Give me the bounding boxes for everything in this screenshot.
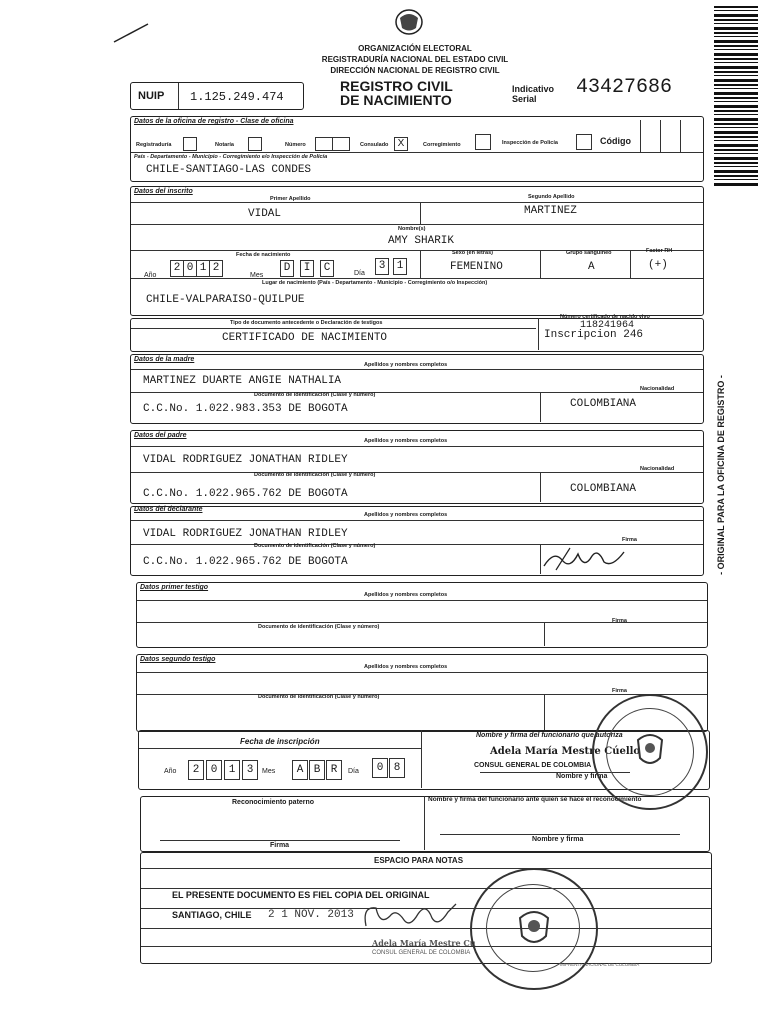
funcionario-label: Nombre y firma del funcionario que autoriza <box>476 732 623 739</box>
fecha-nacimiento-label: Fecha de nacimiento <box>236 252 291 258</box>
inscripcion-mes-char: R <box>326 760 342 780</box>
declarante-firma-label: Firma <box>622 537 637 543</box>
lugar-nacimiento-label: Lugar de nacimiento (País - Departamento - Municipio - Corregimiento o/o Inspección) <box>262 280 488 286</box>
inscripcion-dia-digit: 8 <box>389 758 405 778</box>
inscripcion-dia-digit: 0 <box>372 758 388 778</box>
anio-digit: 2 <box>209 260 223 277</box>
testigo1-nombres-label: Apellidos y nombres completos <box>364 592 448 598</box>
padre-nac-value: COLOMBIANA <box>570 483 637 495</box>
notas-label: ESPACIO PARA NOTAS <box>374 856 464 865</box>
inscripcion-mes-label: Mes <box>262 768 276 775</box>
declarante-section-title: Datos del declarante <box>134 506 203 513</box>
consulado-mark: X <box>397 138 405 149</box>
inscripcion-dia-label: Día <box>348 768 359 775</box>
testigo2-doc-label: Documento de identificación (Clase y número) <box>258 694 380 700</box>
anio-digit: 1 <box>196 260 210 277</box>
anio-label: Año <box>144 272 157 279</box>
notaria-label: Notaría <box>215 142 234 148</box>
numero-box[interactable] <box>315 137 333 151</box>
inscripcion-anio-digit: 3 <box>242 760 258 780</box>
testigo2-nombres-label: Apellidos y nombres completos <box>364 664 448 670</box>
primer-apellido-value: VIDAL <box>248 208 282 220</box>
inscripcion-mes-char: B <box>309 760 325 780</box>
serial-number: 43427686 <box>576 76 673 99</box>
madre-nac-value: COLOMBIANA <box>570 398 637 410</box>
notas-line2: SANTIAGO, CHILE <box>172 910 252 920</box>
lugar-nacimiento-value: CHILE-VALPARAISO-QUILPUE <box>146 294 305 306</box>
dia-digit: 1 <box>393 258 407 275</box>
codigo-label: Código <box>600 136 631 146</box>
dia-digit: 3 <box>375 258 389 275</box>
indicativo-label: Indicativo <box>512 84 555 94</box>
inscripcion-anio-label: Año <box>164 768 177 775</box>
nuip-value: 1.125.249.474 <box>190 90 284 104</box>
segundo-apellido-label: Segundo Apellido <box>528 194 575 200</box>
padre-nombres-label: Apellidos y nombres completos <box>364 438 448 444</box>
barcode <box>714 6 758 186</box>
padre-doc-label: Documento de identificación (Clase y número) <box>254 472 376 478</box>
funcionario-name: Adela María Mestre Cúello <box>490 746 641 757</box>
declarante-doc-value: C.C.No. 1.022.965.762 DE BOGOTA <box>143 556 348 568</box>
nombres-value: AMY SHARIK <box>388 235 455 247</box>
madre-section-title: Datos de la madre <box>134 356 195 363</box>
notas-fecha-stamp: 2 1 NOV. 2013 <box>268 909 354 921</box>
office-place-label: País - Departamento - Municipio - Corregimiento e/o Inspección de Policía <box>134 154 328 160</box>
header-direction: DIRECCIÓN NACIONAL DE REGISTRO CIVIL <box>330 66 500 75</box>
consulado-checkbox[interactable] <box>394 137 408 151</box>
funcionario-cargo: CONSUL GENERAL DE COLOMBIA <box>474 762 592 769</box>
reconocimiento-nombre-firma: Nombre y firma <box>532 836 584 843</box>
notaria-checkbox[interactable] <box>248 137 262 151</box>
office-place-value: CHILE-SANTIAGO-LAS CONDES <box>146 164 312 176</box>
inscripcion-num: Inscripcion 246 <box>544 329 644 341</box>
madre-nombres-value: MARTINEZ DUARTE ANGIE NATHALIA <box>143 375 342 387</box>
testigo2-section-title: Datos segundo testigo <box>140 656 216 663</box>
consulate-seal-icon <box>592 694 708 810</box>
anio-digit: 0 <box>183 260 197 277</box>
testigo1-firma-label: Firma <box>612 618 627 624</box>
header-registry: REGISTRADURÍA NACIONAL DEL ESTADO CIVIL <box>321 55 509 64</box>
numero-box-2[interactable] <box>332 137 350 151</box>
corregimiento-checkbox[interactable] <box>475 134 491 150</box>
reconocimiento-label: Reconocimiento paterno <box>232 799 315 806</box>
tipo-documento-value: CERTIFICADO DE NACIMIENTO <box>222 332 388 344</box>
sexo-label: Sexo (en letras) <box>452 250 493 256</box>
inscripcion-mes-char: A <box>292 760 308 780</box>
footer-print: IMPRENTA NACIONAL DE COLOMBIA <box>560 962 640 967</box>
side-text: - ORIGINAL PARA LA OFICINA DE REGISTRO - <box>716 375 726 575</box>
mes-char: C <box>320 260 334 277</box>
padre-nac-label: Nacionalidad <box>640 466 675 472</box>
inspeccion-checkbox[interactable] <box>576 134 592 150</box>
grupo-label: Grupo sanguíneo <box>566 250 612 256</box>
registraduria-checkbox[interactable] <box>183 137 197 151</box>
notas-firma-name: Adela María Mestre Cu <box>372 938 476 948</box>
inscripcion-anio-digit: 0 <box>206 760 222 780</box>
reconocimiento-firma: Firma <box>270 842 290 849</box>
padre-nombres-value: VIDAL RODRIGUEZ JONATHAN RIDLEY <box>143 454 348 466</box>
national-emblem-icon <box>394 8 424 36</box>
cert-nacido-label: Número certificado de nacido vivo <box>560 314 650 320</box>
inscripcion-fecha-label: Fecha de inscripción <box>240 737 320 746</box>
pen-mark-icon <box>112 20 152 46</box>
inscrito-section-title: Datos del inscrito <box>134 188 193 195</box>
funcionario-nombre-firma: Nombre y firma <box>556 773 608 780</box>
inspeccion-label: Inspección de Policía <box>502 140 558 146</box>
mes-char: D <box>280 260 294 277</box>
anio-digit: 2 <box>170 260 184 277</box>
inscripcion-anio-digit: 1 <box>224 760 240 780</box>
consulado-label: Consulado <box>360 142 389 148</box>
corregimiento-label: Corregimiento <box>423 142 461 148</box>
padre-doc-value: C.C.No. 1.022.965.762 DE BOGOTA <box>143 488 348 500</box>
title-line1: REGISTRO CIVIL <box>340 78 453 94</box>
mes-char: I <box>300 260 314 277</box>
mes-label: Mes <box>250 272 264 279</box>
testigo1-doc-label: Documento de identificación (Clase y número) <box>258 624 380 630</box>
office-section-title: Datos de la oficina de registro - Clase de oficina <box>134 118 294 125</box>
numero-label: Número <box>285 142 306 148</box>
testigo1-section-title: Datos primer testigo <box>140 584 209 591</box>
declarante-nombres-value: VIDAL RODRIGUEZ JONATHAN RIDLEY <box>143 528 348 540</box>
notas-seal-icon <box>470 868 598 990</box>
madre-doc-value: C.C.No. 1.022.983.353 DE BOGOTA <box>143 403 348 415</box>
declarante-nombres-label: Apellidos y nombres completos <box>364 512 448 518</box>
notas-cargo: CONSUL GENERAL DE COLOMBIA <box>372 950 471 956</box>
rh-label: Factor RH <box>646 248 673 254</box>
madre-doc-label: Documento de identificación (Clase y número) <box>254 392 376 398</box>
tipo-documento-label: Tipo de documento antecedente o Declaración de testigos <box>230 320 383 326</box>
notas-line1: EL PRESENTE DOCUMENTO ES FIEL COPIA DEL ORIGINAL <box>172 890 430 900</box>
cert-nacido-value: 118241964 <box>580 320 635 331</box>
padre-section-title: Datos del padre <box>134 432 187 439</box>
segundo-apellido-value: MARTINEZ <box>524 205 577 217</box>
testigo2-firma-label: Firma <box>612 688 627 694</box>
reconocimiento-funcionario-label: Nombre y firma del funcionario ante quien se hace el reconocimiento <box>428 796 642 803</box>
grupo-value: A <box>588 261 595 273</box>
title-line2: DE NACIMIENTO <box>340 92 452 108</box>
registraduria-label: Registraduría <box>136 142 172 148</box>
declarante-doc-label: Documento de identificación (Clase y número) <box>254 543 376 549</box>
notas-signature-icon <box>360 898 470 938</box>
nombres-label: Nombre(s) <box>398 226 426 232</box>
madre-nombres-label: Apellidos y nombres completos <box>364 362 448 368</box>
madre-nac-label: Nacionalidad <box>640 386 675 392</box>
serial-label: Serial <box>512 94 537 104</box>
header-org: ORGANIZACIÓN ELECTORAL <box>358 44 472 53</box>
inscripcion-anio-digit: 2 <box>188 760 204 780</box>
dia-label: Día <box>354 270 365 277</box>
rh-value: (+) <box>648 259 668 271</box>
sexo-value: FEMENINO <box>450 261 503 273</box>
nuip-label: NUIP <box>138 90 165 102</box>
declarante-signature-icon <box>540 544 640 574</box>
primer-apellido-label: Primer Apellido <box>270 196 311 202</box>
